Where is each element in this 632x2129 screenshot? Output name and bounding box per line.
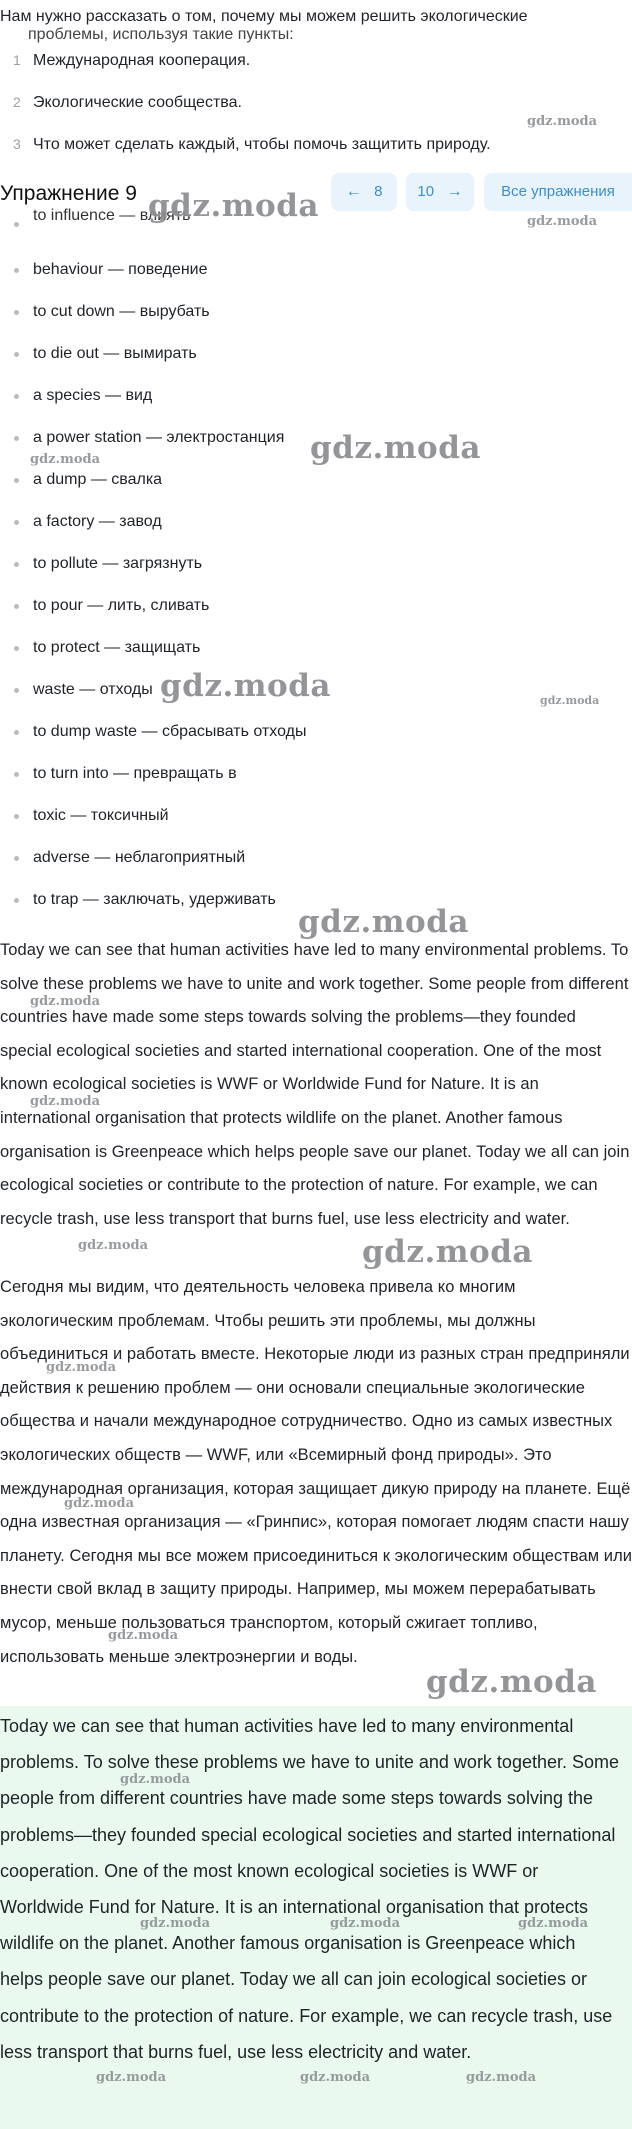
next-exercise-button[interactable] — [406, 173, 474, 211]
vocab-text: behaviour — поведение — [33, 261, 208, 278]
prev-exercise-button[interactable] — [331, 173, 397, 211]
watermark: gdz.moda — [518, 1916, 589, 1931]
list-item — [0, 90, 242, 114]
all-exercises-button[interactable]: Все упражнения — [484, 173, 632, 211]
arrow-left-icon: ← — [345, 183, 362, 200]
list-number: 1 — [13, 52, 21, 68]
text-english: Today we can see that human activities have led to many environmental problems. To solve these problems we have to unite and work together. Some people from different countries have made some steps towards solving the problems—they founded special ecological societies and started international cooperation. One of the most known ecological societies is WWF or Worldwide Fund for Nature. It is an international organisation that protects wildlife on the planet. Another famous organisation is Greenpeace which helps people save our planet. Today we all can join ecological societies or contribute to the protection of nature. For example, we can recycle trash, use less transport that burns fuel, use less electricity and water. — [0, 941, 630, 1228]
vocab-text: adverse — неблагоприятный — [33, 849, 246, 866]
intro-line: Нам нужно рассказать о том, почему мы можем решить экологические — [0, 8, 528, 25]
watermark: gdz.moda — [160, 668, 331, 704]
vocab-text: a power station — электростанция — [33, 429, 285, 446]
bullet-icon — [14, 898, 19, 903]
bullet-icon — [14, 478, 19, 483]
vocab-text: to cut down — вырубать — [33, 303, 210, 320]
bullet-icon — [14, 520, 19, 525]
list-item — [0, 48, 250, 72]
vocab-text: to turn into — превращать в — [33, 765, 237, 782]
prev-exercise-label: 8 — [374, 183, 383, 200]
vocab-text: to pollute — загрязнуть — [33, 555, 203, 572]
watermark: gdz.moda — [140, 1916, 211, 1931]
watermark: gdz.moda — [78, 1238, 149, 1253]
vocab-text: to trap — заключать, удерживать — [33, 891, 276, 908]
bullet-icon — [14, 856, 19, 861]
watermark: gdz.moda — [108, 1628, 179, 1643]
bullet-icon — [14, 604, 19, 609]
watermark: gdz.moda — [527, 214, 598, 229]
bullet-icon — [14, 352, 19, 357]
list-number: 3 — [13, 136, 21, 152]
bullet-icon — [14, 688, 19, 693]
next-exercise-label: 10 — [417, 183, 435, 200]
watermark: gdz.moda — [540, 694, 600, 707]
watermark: gdz.moda — [30, 1094, 101, 1109]
bullet-icon — [14, 310, 19, 315]
vocab-text: a dump — свалка — [33, 471, 163, 488]
intro-clipped-line — [0, 26, 632, 45]
vocab-text: to die out — вымирать — [33, 345, 197, 362]
watermark: gdz.moda — [300, 2070, 371, 2085]
bullet-icon — [14, 436, 19, 441]
watermark: gdz.moda — [120, 1772, 191, 1787]
watermark: gdz.moda — [330, 1916, 401, 1931]
vocab-clipped-text: to influence — влиять — [33, 207, 191, 224]
vocab-text: to protect — защищать — [33, 639, 201, 656]
vocab-text: toxic — токсичный — [33, 807, 169, 824]
bullet-icon — [14, 268, 19, 273]
list-text: Международная кооперация. — [33, 52, 251, 69]
bullet-icon — [14, 730, 19, 735]
text-russian: Сегодня мы видим, что деятельность человека привела ко многим экологическим проблемам. Чтобы решить эти проблемы, мы должны объединиться и работать вместе. Некоторые люди из разных стран предприняли действия к решению проблем — они основали специальные экологические общества и начали международное сотрудничество. Одно из самых известных экологических обществ — WWF, или «Всемирный фонд природы». Это международная организация, которая защищает дикую природу на планете. Ещё одна известная организация — «Гринпис», которая помогает людям спасти нашу планету. Сегодня мы все можем присоединиться к экологическим обществам или внести свой вклад в защиту природы. Например, мы можем перерабатывать мусор, меньше пользоваться транспортом, который сжигает топливо, использовать меньше электроэнергии и воды. — [0, 1278, 632, 1666]
watermark: gdz.moda — [298, 904, 469, 940]
list-text: Экологические сообщества. — [33, 94, 242, 111]
text-english-highlight: Today we can see that human activities have led to many environmental problems. To solve these problems we have to unite and work together. Some people from different countries have made some steps towards solving the problems—they founded special ecological societies and started international cooperation. One of the most known ecological societies is WWF or Worldwide Fund for Nature. It is an international organisation that protects wildlife on the planet. Another famous organisation is Greenpeace which helps people save our planet. Today we all can join ecological societies or contribute to the protection of nature. For example, we can recycle trash, use less transport that burns fuel, use less electricity and water. — [0, 1716, 620, 2062]
vocab-text: to pour — лить, сливать — [33, 597, 210, 614]
vocab-text: a species — вид — [33, 387, 153, 404]
list-text: Что может сделать каждый, чтобы помочь защитить природу. — [33, 136, 491, 153]
vocab-text: a factory — завод — [33, 513, 162, 530]
vocab-text: waste — отходы — [33, 681, 153, 698]
bullet-icon — [14, 562, 19, 567]
list-number: 2 — [13, 94, 21, 110]
watermark: gdz.moda — [96, 2070, 167, 2085]
watermark: gdz.moda — [527, 114, 598, 129]
exercise-title: Упражнение 9 — [0, 182, 137, 205]
bullet-icon — [14, 772, 19, 777]
watermark: gdz.moda — [30, 994, 101, 1009]
watermark: gdz.moda — [426, 1664, 597, 1700]
watermark: gdz.moda — [362, 1234, 533, 1270]
watermark: gdz.moda — [148, 188, 319, 224]
watermark: gdz.moda — [30, 452, 101, 467]
vocab-text: to dump waste — сбрасывать отходы — [33, 723, 307, 740]
bullet-icon — [14, 222, 19, 227]
watermark: gdz.moda — [64, 1496, 135, 1511]
watermark: gdz.moda — [466, 2070, 537, 2085]
watermark: gdz.moda — [46, 1360, 117, 1375]
vocab-clipped-item — [0, 207, 632, 230]
bullet-icon — [14, 646, 19, 651]
arrow-right-icon: → — [446, 183, 463, 200]
bullet-icon — [14, 814, 19, 819]
bullet-icon — [14, 394, 19, 399]
list-item — [0, 132, 491, 156]
intro-clipped-text: проблемы, используя такие пункты: — [28, 26, 294, 43]
watermark: gdz.moda — [310, 430, 481, 466]
